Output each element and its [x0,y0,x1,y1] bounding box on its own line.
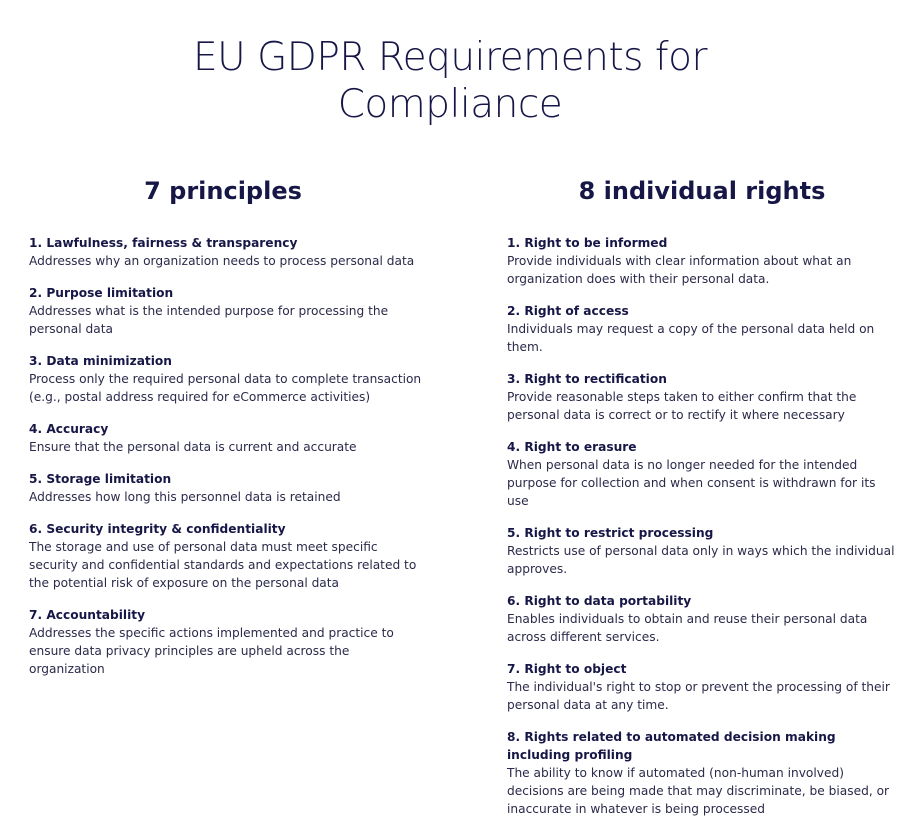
right-item [507,370,897,424]
principles-heading: 7 principles [144,177,302,205]
principle-item [29,420,424,456]
principle-title: 4. Accuracy [29,422,109,436]
principle-description: Addresses the specific actions implemented and practice to ensure data privacy principles are upheld across the organization [29,626,394,676]
page-title-line-1: EU GDPR Requirements for [192,35,707,80]
principle-description: Process only the required personal data to complete transaction (e.g., postal address required for eCommerce activities) [29,372,422,404]
principle-title: 6. Security integrity & confidentiality [29,522,286,536]
right-description: Provide individuals with clear information about what an organization does with their personal data. [507,254,852,286]
page-title [0,34,900,128]
principle-item [29,520,424,592]
principle-description: Ensure that the personal data is current and accurate [29,440,357,454]
principle-title: 3. Data minimization [29,354,172,368]
principle-description: Addresses what is the intended purpose for processing the personal data [29,304,389,336]
rights-heading: 8 individual rights [578,177,826,205]
right-title: 4. Right to erasure [507,440,637,454]
right-item [507,438,897,510]
principles-column [29,176,424,692]
principle-item [29,352,424,406]
right-description: Provide reasonable steps taken to either confirm that the personal data is correct or to rectify it where necessary [507,390,857,422]
right-title: 6. Right to data portability [507,594,692,608]
right-description: The ability to know if automated (non-human involved) decisions are being made that may discriminate, be biased, or inaccurate in whatever is being processed [507,766,890,816]
principle-item [29,470,424,506]
rights-column [507,176,897,832]
principle-description: Addresses how long this personnel data is retained [29,490,341,504]
principle-title: 2. Purpose limitation [29,286,174,300]
right-title: 1. Right to be informed [507,236,668,250]
page-title-line-2: Compliance [337,82,563,127]
right-description: Restricts use of personal data only in ways which the individual approves. [507,544,895,576]
right-description: Enables individuals to obtain and reuse their personal data across different services. [507,612,868,644]
right-item [507,524,897,578]
right-item [507,234,897,288]
right-title: 2. Right of access [507,304,629,318]
principle-description: Addresses why an organization needs to process personal data [29,254,415,268]
right-title: 5. Right to restrict processing [507,526,714,540]
principle-item [29,234,424,270]
right-description: The individual's right to stop or prevent the processing of their personal data at any time. [507,680,890,712]
right-item [507,728,897,818]
principle-item [29,284,424,338]
principle-title: 1. Lawfulness, fairness & transparency [29,236,298,250]
right-title: 8. Rights related to automated decision making including profiling [507,730,836,762]
principle-item [29,606,424,678]
principle-title: 5. Storage limitation [29,472,172,486]
right-item [507,592,897,646]
right-description: When personal data is no longer needed for the intended purpose for collection and when consent is withdrawn for its use [507,458,876,508]
principle-title: 7. Accountability [29,608,146,622]
principle-description: The storage and use of personal data must meet specific security and confidential standards and expectations related to the potential risk of exposure on the personal data [29,540,417,590]
right-description: Individuals may request a copy of the personal data held on them. [507,322,875,354]
right-title: 7. Right to object [507,662,627,676]
right-title: 3. Right to rectification [507,372,667,386]
right-item [507,660,897,714]
right-item [507,302,897,356]
